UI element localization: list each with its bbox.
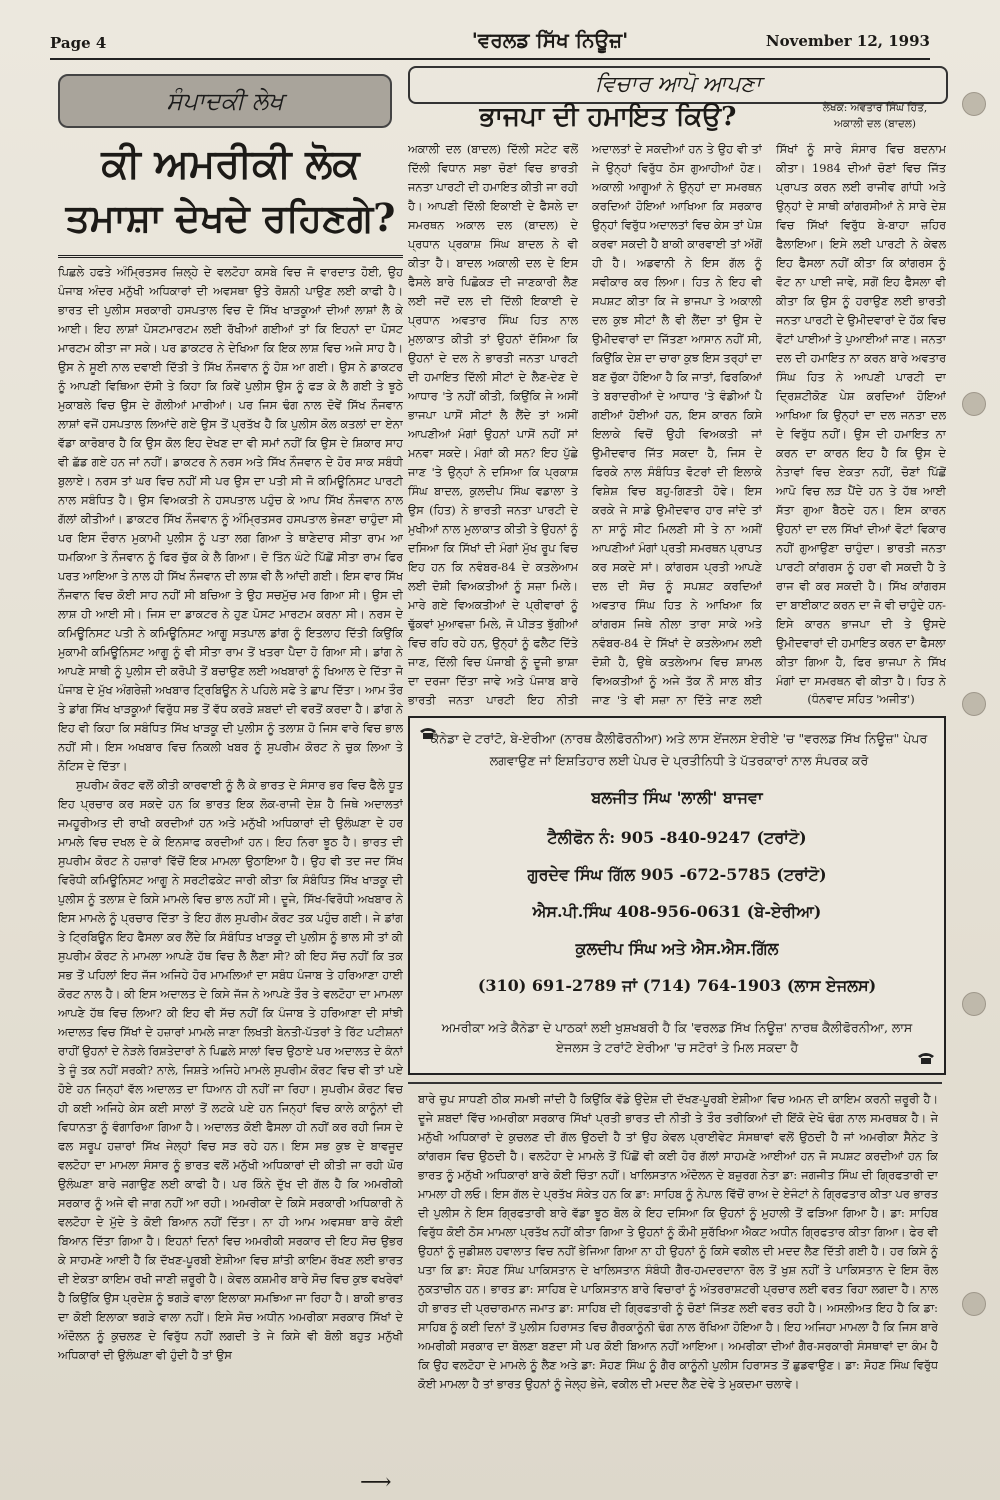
ad-phone-line-1: ਟੈਲੀਫੋਨ ਨੰ: 905 -840-9247 (ਟਰਾਂਟੋ) (547, 828, 807, 847)
opinion-column-2: ਅਦਾਲਤਾਂ ਦੇ ਸਕਦੀਆਂ ਹਨ ਤੇ ਉਹ ਵੀ ਤਾਂ ਜੇ ਉਨ੍ਹਾਂ ਵਿਰੁੱਧ ਠੋਸ ਗੁਆਹੀਆਂ ਹੋਣ। ਅਕਾਲੀ ਆਗੂਆਂ ਨੇ ਉਨ੍ਹਾਂ ਦਾ ਸਮਰਥਨ ਕਰਦਿਆਂ ਹੋਇਆਂ ਆਖਿਆ ਕਿ ਸਰਕਾਰ ਉਨ੍ਹਾਂ ਵਿਰੁੱਧ ਅਦਾਲਤਾਂ ਵਿਚ ਕੇਸ ਤਾਂ ਪੇਸ਼ ਕਰਵਾ ਸਕਦੀ ਹੈ ਬਾਕੀ ਕਾਰਵਾਈ ਤਾਂ ਅੱਗੋਂ ਹੀ ਹੈ। ਅਡਵਾਨੀ ਨੇ ਇਸ ਗੱਲ ਨੂੰ ਸਵੀਕਾਰ ਕਰ ਲਿਆ। ਹਿਤ ਨੇ ਇਹ ਵੀ ਸਪਸ਼ਟ ਕੀਤਾ ਕਿ ਜੇ ਭਾਜਪਾ ਤੇ ਅਕਾਲੀ ਦਲ ਕੁਝ ਸੀਟਾਂ ਲੈ ਵੀ ਲੈਂਦਾ ਤਾਂ ਉਸ ਦੇ ਉਮੀਦਵਾਰਾਂ ਦਾ ਜਿੱਤਣਾ ਆਸਾਨ ਨਹੀਂ ਸੀ, ਕਿਉਂਕਿ ਦੇਸ਼ ਦਾ ਚਾਰਾ ਕੁਝ ਇਸ ਤਰ੍ਹਾਂ ਦਾ ਬਣ ਚੁੱਕਾ ਹੋਇਆ ਹੈ ਕਿ ਜਾਤਾਂ, ਫਿਰਕਿਆਂ ਤੇ ਬਰਾਦਰੀਆਂ ਦੇ ਆਧਾਰ 'ਤੇ ਵੰਡੀਆਂ ਪੈ ਗਈਆਂ ਹੋਈਆਂ ਹਨ, ਇਸ ਕਾਰਨ ਕਿਸੇ ਇਲਾਕੇ ਵਿਚੋਂ ਉਹੀ ਵਿਅਕਤੀ ਜਾਂ ਉਮੀਦਵਾਰ ਜਿੱਤ ਸਕਦਾ ਹੈ, ਜਿਸ ਦੇ ਫਿਰਕੇ ਨਾਲ ਸੰਬੰਧਿਤ ਵੋਟਰਾਂ ਦੀ ਇਲਾਕੇ ਵਿਸ਼ੇਸ਼ ਵਿਚ ਬਹੁ-ਗਿਣਤੀ ਹੋਵੇ। ਇਸ ਕਰਕੇ ਜੇ ਸਾਡੇ ਉਮੀਦਵਾਰ ਹਾਰ ਜਾਂਦੇ ਤਾਂ ਨਾ ਸਾਨੂੰ ਸੀਟ ਮਿਲਣੀ ਸੀ ਤੇ ਨਾ ਅਸੀਂ ਆਪਣੀਆਂ ਮੰਗਾਂ ਪ੍ਰਤੀ ਸਮਰਥਨ ਪ੍ਰਾਪਤ ਕਰ ਸਕਦੇ ਸਾਂ। ਕਾਂਗਰਸ ਪ੍ਰਤੀ ਆਪਣੇ ਦਲ ਦੀ ਸੋਚ ਨੂੰ ਸਪਸ਼ਟ ਕਰਦਿਆਂ ਅਵਤਾਰ ਸਿੰਘ ਹਿਤ ਨੇ ਆਖਿਆ ਕਿ ਕਾਂਗਰਸ ਜਿਥੇ ਨੀਲਾ ਤਾਰਾ ਸਾਕੇ ਅਤੇ ਨਵੰਬਰ-84 ਦੇ ਸਿੱਖਾਂ ਦੇ ਕਤਲੇਆਮ ਲਈ ਦੋਸ਼ੀ ਹੈ, ਉਥੇ ਕਤਲੇਆਮ ਵਿਚ ਸ਼ਾਮਲ ਵਿਅਕਤੀਆਂ ਨੂੰ ਅਜੇ ਤੱਕ ਨੌਂ ਸਾਲ ਬੀਤ ਜਾਣ 'ਤੇ ਵੀ ਸਜ਼ਾ ਨਾ ਦਿੱਤੇ ਜਾਣ ਲਈ (592, 143, 762, 707)
byline-party: ਅਕਾਲੀ ਦਲ (ਬਾਦਲ) (834, 118, 916, 130)
editorial-continuation: ਬਾਰੇ ਚੁਪ ਸਾਧਣੀ ਠੀਕ ਸਮਝੀ ਜਾਂਦੀ ਹੈ ਕਿਉਂਕਿ ਵੱਡੇ ਉਦੇਸ਼ ਦੀ ਦੱਖਣ-ਪੂਰਬੀ ਏਸ਼ੀਆ ਵਿਚ ਅਮਨ ਦੀ ਕਾਇਮ ਕਰਨੀ ਜ਼ਰੂਰੀ ਹੈ। ਦੂਜੇ ਸ਼ਬਦਾਂ ਵਿੱਚ ਅਮਰੀਕਾ ਸਰਕਾਰ ਸਿੱਖਾਂ ਪ੍ਰਤੀ ਭਾਰਤ ਦੀ ਨੀਤੀ ਤੇ ਤੌਰ ਤਰੀਕਿਆਂ ਦੀ ਇੱਕੋ ਦੇਖੋ ਢੰਗ ਨਾਲ ਸਮਰਥਕ ਹੈ। ਜੇ ਮਨੁੱਖੀ ਅਧਿਕਾਰਾਂ ਦੇ ਕੁਚਲਣ ਦੀ ਗੱਲ ਉਠਦੀ ਹੈ ਤਾਂ ਉਹ ਕੇਵਲ ਪ੍ਰਾਈਵੇਟ ਸੰਸਥਾਵਾਂ ਵਲੋਂ ਉਠਦੀ ਹੈ ਜਾਂ ਅਮਰੀਕਾ ਸੈਨੇਟ ਤੇ ਕਾਂਗਰਸ ਵਿਚ ਉਠਦੀ ਹੈ। ਵਲਟੋਹਾ ਦੇ ਮਾਮਲੇ ਤੋਂ ਪਿੱਛੋਂ ਵੀ ਕਈ ਹੋਰ ਗੱਲਾਂ ਸਾਹਮਣੇ ਆਈਆਂ ਹਨ ਜੋ ਸਪਸ਼ਟ ਕਰਦੀਆਂ ਹਨ ਕਿ ਭਾਰਤ ਨੂੰ ਮਨੁੱਖੀ ਅਧਿਕਾਰਾਂ ਬਾਰੇ ਕੋਈ ਚਿੰਤਾ ਨਹੀਂ। ਖਾਲਿਸਤਾਨ ਅੰਦੋਲਨ ਦੇ ਬਜ਼ੁਰਗ ਨੇਤਾ ਡਾ: ਜਗਜੀਤ ਸਿੰਘ ਦੀ ਗ੍ਰਿਫਤਾਰੀ ਦਾ ਮਾਮਲਾ ਹੀ ਲਓ। ਇਸ ਗੱਲ ਦੇ ਪ੍ਰਤੱਖ ਸੰਕੇਤ ਹਨ ਕਿ ਡਾ: ਸਾਹਿਬ ਨੂੰ ਨੇਪਾਲ ਵਿੱਚੋਂ ਰਾਅ ਦੇ ਏਜੰਟਾਂ ਨੇ ਗ੍ਰਿਫਤਾਰ ਕੀਤਾ ਪਰ ਭਾਰਤ ਦੀ ਪੁਲੀਸ ਨੇ ਇਸ ਗ੍ਰਿਫਤਾਰੀ ਬਾਰੇ ਵੱਡਾ ਝੂਠ ਬੋਲ ਕੇ ਇਹ ਦਸਿਆ ਕਿ ਉਹਨਾਂ ਨੂੰ ਮੁਹਾਲੀ ਤੋਂ ਫੜਿਆ ਗਿਆ ਹੈ। ਡਾ: ਸਾਹਿਬ ਵਿਰੁੱਧ ਕੋਈ ਠੋਸ ਮਾਮਲਾ ਪ੍ਰਤੱਖ ਨਹੀਂ ਕੀਤਾ ਗਿਆ ਤੇ ਉਹਨਾਂ ਨੂੰ ਕੌਮੀ ਸੁਰੱਖਿਆ ਐਕਟ ਅਧੀਨ ਗ੍ਰਿਫਤਾਰ ਕੀਤਾ ਗਿਆ। ਫੇਰ ਵੀ ਉਹਨਾਂ ਨੂੰ ਜੁਡੀਸ਼ਲ ਹਵਾਲਾਤ ਵਿਚ ਨਹੀਂ ਭੇਜਿਆ ਗਿਆ ਨਾ ਹੀ ਉਹਨਾਂ ਨੂੰ ਕਿਸੇ ਵਕੀਲ ਦੀ ਮਦਦ ਲੈਣ ਦਿੱਤੀ ਗਈ ਹੈ। ਹਰ ਕਿਸੇ ਨੂੰ ਪਤਾ ਕਿ ਡਾ: ਸੋਹਣ ਸਿੰਘ ਪਾਕਿਸਤਾਨ ਦੇ ਖਾਲਿਸਤਾਨ ਸੰਬੰਧੀ ਗੈਰ-ਹਮਦਰਦਾਨਾ ਰੋਲ ਤੋਂ ਖੁਸ਼ ਨਹੀਂ ਤੇ ਪਾਕਿਸਤਾਨ ਦੇ ਇਸ ਰੋਲ ਨੁਕਤਾਚੀਨ ਹਨ। ਭਾਰਤ ਡਾ: ਸਾਹਿਬ ਦੇ ਪਾਕਿਸਤਾਨ ਬਾਰੇ ਵਿਚਾਰਾਂ ਨੂੰ ਅੰਤਰਰਾਸ਼ਟਰੀ ਪ੍ਰਚਾਰ ਲਈ ਵਰਤ ਰਿਹਾ ਲਗਦਾ ਹੈ। ਨਾਲ ਹੀ ਭਾਰਤ ਦੀ ਪ੍ਰਚਾਰਮਾਨ ਜਮਾਤ ਡਾ: ਸਾਹਿਬ ਦੀ ਗ੍ਰਿਫਤਾਰੀ ਨੂੰ ਚੋਣਾਂ ਜਿੱਤਣ ਲਈ ਵਰਤ ਰਹੀ ਹੈ। ਅਸਲੀਅਤ ਇਹ ਹੈ ਕਿ ਡਾ: ਸਾਹਿਬ ਨੂੰ ਕਈ ਦਿਨਾਂ ਤੋਂ ਪੁਲੀਸ ਹਿਰਾਸਤ ਵਿਚ ਗੈਰਕਾਨੂੰਨੀ ਢੰਗ ਨਾਲ ਰੱਖਿਆ ਹੋਇਆ ਹੈ। ਇਹ ਅਜਿਹਾ ਮਾਮਲਾ ਹੈ ਕਿ ਜਿਸ ਬਾਰੇ ਅਮਰੀਕੀ ਸਰਕਾਰ ਦਾ ਬੋਲਣਾ ਬਣਦਾ ਸੀ ਪਰ ਕੋਈ ਬਿਆਨ ਨਹੀਂ ਆਇਆ। ਅਮਰੀਕਾ ਦੀਆਂ ਗੈਰ-ਸਰਕਾਰੀ ਸੰਸਥਾਵਾਂ ਦਾ ਕੰਮ ਹੈ ਕਿ ਉਹ ਵਲਟੋਹਾ ਦੇ ਮਾਮਲੇ ਨੂੰ ਲੈਣ ਅਤੇ ਡਾ: ਸੋਹਣ ਸਿੰਘ ਨੂੰ ਗੈਰ ਕਾਨੂੰਨੀ ਪੁਲੀਸ ਹਿਰਾਸਤ ਤੋਂ ਛੁਡਵਾਉਣ। ਡਾ: ਸੋਹਣ ਸਿੰਘ ਵਿਰੁੱਧ ਕੋਈ ਮਾਮਲਾ ਹੈ ਤਾਂ ਭਾਰਤ ਉਹਨਾਂ ਨੂੰ ਜੇਲ੍ਹ ਭੇਜੇ, ਵਕੀਲ ਦੀ ਮਦਦ ਲੈਣ ਦੇਵੇ ਤੇ ਮੁਕਦਮਾ ਚਲਾਵੇ। (418, 1093, 938, 1391)
continued-arrow-icon: ⟶ (360, 1470, 392, 1495)
editorial-body (58, 263, 403, 1463)
opinion-column-3: ਸਿੱਖਾਂ ਨੂੰ ਸਾਰੇ ਸੰਸਾਰ ਵਿਚ ਬਦਨਾਮ ਕੀਤਾ। 1984 ਦੀਆਂ ਚੋਣਾਂ ਵਿਚ ਜਿੱਤ ਪ੍ਰਾਪਤ ਕਰਨ ਲਈ ਰਾਜੀਵ ਗਾਂਧੀ ਅਤੇ ਉਨ੍ਹਾਂ ਦੇ ਸਾਥੀ ਕਾਂਗਰਸੀਆਂ ਨੇ ਸਾਰੇ ਦੇਸ਼ ਵਿਚ ਸਿੱਖਾਂ ਵਿਰੁੱਧ ਬੇ-ਬਾਹਾ ਜ਼ਹਿਰ ਫੈਲਾਇਆ। ਇਸੇ ਲਈ ਪਾਰਟੀ ਨੇ ਕੇਵਲ ਇਹ ਫੈਸਲਾ ਨਹੀਂ ਕੀਤਾ ਕਿ ਕਾਂਗਰਸ ਨੂੰ ਵੋਟ ਨਾ ਪਾਈ ਜਾਵੇ, ਸਗੋਂ ਇਹ ਫੈਸਲਾ ਵੀ ਕੀਤਾ ਕਿ ਉਸ ਨੂੰ ਹਰਾਉਣ ਲਈ ਭਾਰਤੀ ਜਨਤਾ ਪਾਰਟੀ ਦੇ ਉਮੀਦਵਾਰਾਂ ਦੇ ਹੱਕ ਵਿਚ ਵੋਟਾਂ ਪਾਈਆਂ ਤੇ ਪੁਆਈਆਂ ਜਾਣ। ਜਨਤਾ ਦਲ ਦੀ ਹਮਾਇਤ ਨਾ ਕਰਨ ਬਾਰੇ ਅਵਤਾਰ ਸਿੰਘ ਹਿਤ ਨੇ ਆਪਣੀ ਪਾਰਟੀ ਦਾ ਦ੍ਰਿਸ਼ਟੀਕੋਣ ਪੇਸ਼ ਕਰਦਿਆਂ ਹੋਇਆਂ ਆਖਿਆ ਕਿ ਉਨ੍ਹਾਂ ਦਾ ਦਲ ਜਨਤਾ ਦਲ ਦੇ ਵਿਰੁੱਧ ਨਹੀਂ। ਉਸ ਦੀ ਹਮਾਇਤ ਨਾ ਕਰਨ ਦਾ ਕਾਰਨ ਇਹ ਹੈ ਕਿ ਉਸ ਦੇ ਨੇਤਾਵਾਂ ਵਿਚ ਏਕਤਾ ਨਹੀਂ, ਚੋਣਾਂ ਪਿੱਛੋਂ ਆਪੋ ਵਿਚ ਲੜ ਪੈਂਦੇ ਹਨ ਤੇ ਹੱਥ ਆਈ ਸੱਤਾ ਗੁਆ ਬੈਠਦੇ ਹਨ। ਇਸ ਕਾਰਨ ਉਹਨਾਂ ਦਾ ਦਲ ਸਿੱਖਾਂ ਦੀਆਂ ਵੋਟਾਂ ਵਿਕਾਰ ਨਹੀਂ ਗੁਆਉਣਾ ਚਾਹੁੰਦਾ। ਭਾਰਤੀ ਜਨਤਾ ਪਾਰਟੀ ਕਾਂਗਰਸ ਨੂੰ ਹਰਾ ਵੀ ਸਕਦੀ ਹੈ ਤੇ ਰਾਜ ਵੀ ਕਰ ਸਕਦੀ ਹੈ। ਸਿੱਖ ਕਾਂਗਰਸ ਦਾ ਬਾਈਕਾਟ ਕਰਨ ਦਾ ਜੋ ਵੀ ਚਾਹੁੰਦੇ ਹਨ-ਇਸੇ ਕਾਰਨ ਭਾਜਪਾ ਦੀ ਤੇ ਉਸਦੇ ਉਮੀਦਵਾਰਾਂ ਦੀ ਹਮਾਇਤ ਕਰਨ ਦਾ ਫੈਸਲਾ ਕੀਤਾ ਗਿਆ ਹੈ, ਫਿਰ ਭਾਜਪਾ ਨੇ ਸਿੱਖ ਮੰਗਾਂ ਦਾ ਸਮਰਥਨ ਵੀ ਕੀਤਾ ਹੈ। ਹਿਤ ਨੇ (776, 143, 946, 688)
editorial-label-box (58, 74, 392, 128)
newspaper-title: 'ਵਰਲਡ ਸਿੱਖ ਨਿਊਜ਼' (471, 28, 629, 52)
editorial-section-label: ਸੰਪਾਦਕੀ ਲੇਖ (166, 87, 284, 115)
continuation-rule (408, 1082, 942, 1084)
page-number: Page 4 (50, 34, 107, 52)
binder-hole (962, 92, 986, 116)
binder-hole (962, 1292, 986, 1316)
header-rule (50, 58, 930, 60)
opinion-headline: ਭਾਜਪਾ ਦੀ ਹਮਾਇਤ ਕਿਉ? (479, 102, 737, 132)
ad-contact-line-4: ਕੁਲਦੀਪ ਸਿੰਘ ਅਤੇ ਐਸ.ਐਸ.ਗਿੱਲ (575, 939, 779, 958)
ad-phone-line-5: (310) 691-2789 ਜਾਂ (714) 764-1903 (ਲਾਸ ਏਜਲਸ) (477, 976, 877, 995)
ad-contact-name: ਬਲਜੀਤ ਸਿੰਘ 'ਲਾਲੀ' ਬਾਜਵਾ (591, 788, 763, 807)
issue-date: November 12, 1993 (765, 32, 930, 50)
contact-advertisement (408, 716, 946, 1075)
opinion-section-label: ਵਿਚਾਰ ਆਪੋ ਆਪਣਾ (594, 72, 762, 97)
ad-phone-line-3: ਐਸ.ਪੀ.ਸਿੰਘ 408-956-0631 (ਬੇ-ਏਰੀਆ) (532, 902, 822, 921)
binder-hole (962, 392, 986, 416)
opinion-column-1: ਅਕਾਲੀ ਦਲ (ਬਾਦਲ) ਦਿੱਲੀ ਸਟੇਟ ਵਲੋਂ ਦਿੱਲੀ ਵਿਧਾਨ ਸਭਾ ਚੋਣਾਂ ਵਿਚ ਭਾਰਤੀ ਜਨਤਾ ਪਾਰਟੀ ਦੀ ਹਮਾਇਤ ਕੀਤੀ ਜਾ ਰਹੀ ਹੈ। ਆਪਣੀ ਦਿੱਲੀ ਇਕਾਈ ਦੇ ਫੈਸਲੇ ਦਾ ਸਮਰਥਨ ਅਕਾਲ ਦਲ (ਬਾਦਲ) ਦੇ ਪ੍ਰਧਾਨ ਪ੍ਰਕਾਸ਼ ਸਿੰਘ ਬਾਦਲ ਨੇ ਵੀ ਕੀਤਾ ਹੈ। ਬਾਦਲ ਅਕਾਲੀ ਦਲ ਦੇ ਇਸ ਫੈਸਲੇ ਬਾਰੇ ਪਿਛੋਕੜ ਦੀ ਜਾਣਕਾਰੀ ਲੈਣ ਲਈ ਜਦੋਂ ਦਲ ਦੀ ਦਿੱਲੀ ਇਕਾਈ ਦੇ ਪ੍ਰਧਾਨ ਅਵਤਾਰ ਸਿੰਘ ਹਿਤ ਨਾਲ ਮੁਲਾਕਾਤ ਕੀਤੀ ਤਾਂ ਉਹਨਾਂ ਦੱਸਿਆ ਕਿ ਉਹਨਾਂ ਦੇ ਦਲ ਨੇ ਭਾਰਤੀ ਜਨਤਾ ਪਾਰਟੀ ਦੀ ਹਮਾਇਤ ਦਿੱਲੀ ਸੀਟਾਂ ਦੇ ਲੈਣ-ਦੇਣ ਦੇ ਆਧਾਰ 'ਤੇ ਨਹੀਂ ਕੀਤੀ, ਕਿਉਂਕਿ ਜੇ ਅਸੀਂ ਭਾਜਪਾ ਪਾਸੋਂ ਸੀਟਾਂ ਲੈ ਲੈਂਦੇ ਤਾਂ ਅਸੀਂ ਆਪਣੀਆਂ ਮੰਗਾਂ ਉਹਨਾਂ ਪਾਸੋਂ ਨਹੀਂ ਸਾਂ ਮਨਵਾ ਸਕਦੇ। ਮੰਗਾਂ ਕੀ ਸਨ? ਇਹ ਪੁੱਛੇ ਜਾਣ 'ਤੇ ਉਨ੍ਹਾਂ ਨੇ ਦਸਿਆ ਕਿ ਪ੍ਰਕਾਸ਼ ਸਿੰਘ ਬਾਦਲ, ਕੁਲਦੀਪ ਸਿੰਘ ਵਡਾਲਾ ਤੇ ਉਸ (ਹਿਤ) ਨੇ ਭਾਰਤੀ ਜਨਤਾ ਪਾਰਟੀ ਦੇ ਮੁਖੀਆਂ ਨਾਲ ਮੁਲਾਕਾਤ ਕੀਤੀ ਤੇ ਉਹਨਾਂ ਨੂੰ ਦਸਿਆ ਕਿ ਸਿੱਖਾਂ ਦੀ ਮੰਗਾਂ ਮੁੱਖ ਰੂਪ ਵਿਚ ਇਹ ਹਨ ਕਿ ਨਵੰਬਰ-84 ਦੇ ਕਤਲੇਆਮ ਲਈ ਦੋਸ਼ੀ ਵਿਅਕਤੀਆਂ ਨੂੰ ਸਜ਼ਾ ਮਿਲੇ। ਮਾਰੇ ਗਏ ਵਿਅਕਤੀਆਂ ਦੇ ਪ੍ਰੀਵਾਰਾਂ ਨੂੰ ਢੁੱਕਵਾਂ ਮੁਆਵਜ਼ਾ ਮਿਲੇ, ਜੋ ਪੀੜਤ ਝੁੱਗੀਆਂ ਵਿਚ ਰਹਿ ਰਹੇ ਹਨ, ਉਨ੍ਹਾਂ ਨੂੰ ਫਲੈਟ ਦਿੱਤੇ ਜਾਣ, ਦਿੱਲੀ ਵਿਚ ਪੰਜਾਬੀ ਨੂੰ ਦੂਜੀ ਭਾਸ਼ਾ ਦਾ ਦਰਜਾ ਦਿੱਤਾ ਜਾਵੇ ਅਤੇ ਪੰਜਾਬ ਬਾਰੇ ਭਾਰਤੀ ਜਨਤਾ ਪਾਰਟੀ ਇਹ ਨੀਤੀ (408, 143, 578, 707)
editorial-headline-line2: ਤਮਾਸ਼ਾ ਦੇਖਦੇ ਰਹਿਣਗੇ? (65, 195, 396, 240)
editorial-paragraph: ਪਿਛਲੇ ਹਫਤੇ ਅੰਮ੍ਰਿਤਸਰ ਜ਼ਿਲ੍ਹੇ ਦੇ ਵਲਟੋਹਾ ਕਸਬੇ ਵਿਚ ਜੋ ਵਾਰਦਾਤ ਹੋਈ, ਉਹ ਪੰਜਾਬ ਅੰਦਰ ਮਨੁੱਖੀ ਅਧਿਕਾਰਾਂ ਦੀ ਅਵਸਥਾ ਉਤੇ ਰੋਸ਼ਨੀ ਪਾਉਣ ਲਈ ਕਾਫੀ ਹੈ। ਭਾਰਤ ਦੀ ਪੁਲੀਸ ਸਰਕਾਰੀ ਹਸਪਤਾਲ ਵਿਚ ਦੋ ਸਿੱਖ ਖਾੜਕੂਆਂ ਦੀਆਂ ਲਾਸ਼ਾਂ ਲੈ ਕੇ ਆਈ। ਇਹ ਲਾਸ਼ਾਂ ਪੋਸਟਮਾਰਟਮ ਲਈ ਰੱਖੀਆਂ ਗਈਆਂ ਤਾਂ ਕਿ ਇਹਨਾਂ ਦਾ ਪੋਸਟ ਮਾਰਟਮ ਕੀਤਾ ਜਾ ਸਕੇ। ਪਰ ਡਾਕਟਰ ਨੇ ਦੇਖਿਆ ਕਿ ਇਕ ਲਾਸ਼ ਵਿਚ ਅਜੇ ਸਾਹ ਹੈ। ਉਸ ਨੇ ਸੂਈ ਨਾਲ ਦਵਾਈ ਦਿੱਤੀ ਤੇ ਸਿੱਖ ਨੌਜਵਾਨ ਨੂੰ ਹੋਸ਼ ਆ ਗਈ। ਉਸ ਨੇ ਡਾਕਟਰ ਨੂੰ ਆਪਣੀ ਵਿਥਿਆ ਦੱਸੀ ਤੇ ਕਿਹਾ ਕਿ ਕਿਵੇਂ ਪੁਲੀਸ ਉਸ ਨੂੰ ਫੜ ਕੇ ਲੈ ਗਈ ਤੇ ਝੂਠੇ ਮੁਕਾਬਲੇ ਵਿਚ ਉਸ ਦੇ ਗੋਲੀਆਂ ਮਾਰੀਆਂ। ਪਰ ਜਿਸ ਢੰਗ ਨਾਲ ਦੋਵੇਂ ਸਿੱਖ ਨੌਜਵਾਨ ਲਾਸ਼ਾਂ ਵਜੋਂ ਹਸਪਤਾਲ ਲਿਆਂਦੇ ਗਏ ਉਸ ਤੋਂ ਪ੍ਰਤੱਖ ਹੈ ਕਿ ਪੁਲੀਸ ਕੋਲ ਕਤਲਾਂ ਦਾ ਏਨਾ ਵੱਡਾ ਕਾਰੋਬਾਰ ਹੈ ਕਿ ਉਸ ਕੋਲ ਇਹ ਦੇਖਣ ਦਾ ਵੀ ਸਮਾਂ ਨਹੀਂ ਕਿ ਉਸ ਦੇ ਸ਼ਿਕਾਰ ਸਾਹ ਵੀ ਛੱਡ ਗਏ ਹਨ ਜਾਂ ਨਹੀਂ। ਡਾਕਟਰ ਨੇ ਨਰਸ ਅਤੇ ਸਿੱਖ ਨੌਜਵਾਨ ਦੇ ਹੋਰ ਸਾਕ ਸਬੰਧੀ ਬੁਲਾਏ। ਨਰਸ ਤਾਂ ਘਰ ਵਿਚ ਨਹੀਂ ਸੀ ਪਰ ਉਸ ਦਾ ਪਤੀ ਸੀ ਜੋ ਕਮਿਊਨਿਸਟ ਪਾਰਟੀ ਨਾਲ ਸਬੰਧਿਤ ਹੈ। ਉਸ ਵਿਅਕਤੀ ਨੇ ਹਸਪਤਾਲ ਪਹੁੰਚ ਕੇ ਆਪ ਸਿੱਖ ਨੌਜਵਾਨ ਨਾਲ ਗੱਲਾਂ ਕੀਤੀਆਂ। ਡਾਕਟਰ ਸਿੱਖ ਨੌਜਵਾਨ ਨੂੰ ਅੰਮ੍ਰਿਤਸਰ ਹਸਪਤਾਲ ਭੇਜਣਾ ਚਾਹੁੰਦਾ ਸੀ ਪਰ ਇਸ ਦੌਰਾਨ ਮੁਕਾਮੀ ਪੁਲੀਸ ਨੂੰ ਪਤਾ ਲਗ ਗਿਆ ਤੇ ਥਾਣੇਦਾਰ ਸੀਤਾ ਰਾਮ ਆ ਧਮਕਿਆ ਤੇ ਨੌਜਵਾਨ ਨੂੰ ਫਿਰ ਚੁੱਕ ਕੇ ਲੈ ਗਿਆ। ਦੋ ਤਿੰਨ ਘੰਟੇ ਪਿੱਛੋਂ ਸੀਤਾ ਰਾਮ ਫਿਰ ਪਰਤ ਆਇਆ ਤੇ ਨਾਲ ਹੀ ਸਿੱਖ ਨੌਜਵਾਨ ਦੀ ਲਾਸ਼ ਵੀ ਲੈ ਆਂਦੀ ਗਈ। ਇਸ ਵਾਰ ਸਿੱਖ ਨੌਜਵਾਨ ਵਿਚ ਕੋਈ ਸਾਹ ਨਹੀਂ ਸੀ ਬਚਿਆ ਤੇ ਉਹ ਸਚਮੁੱਚ ਮਰ ਗਿਆ ਸੀ। ਉਸ ਦੀ ਲਾਸ਼ ਹੀ ਆਈ ਸੀ। ਜਿਸ ਦਾ ਡਾਕਟਰ ਨੇ ਹੁਣ ਪੋਸਟ ਮਾਰਟਮ ਕਰਨਾ ਸੀ। ਨਰਸ ਦੇ ਕਮਿਊਨਿਸਟ ਪਤੀ ਨੇ ਕਮਿਊਨਿਸਟ ਆਗੂ ਸਤਪਾਲ ਡਾਂਗ ਨੂੰ ਇਤਲਾਹ ਦਿੱਤੀ ਕਿਉਂਕਿ ਮੁਕਾਮੀ ਕਮਿਊਨਿਸਟ ਆਗੂ ਨੂੰ ਵੀ ਸੀਤਾ ਰਾਮ ਤੋਂ ਖਤਰਾ ਪੈਦਾ ਹੋ ਗਿਆ ਸੀ। ਡਾਂਗ ਨੇ ਆਪਣੇ ਸਾਥੀ ਨੂੰ ਪੁਲੀਸ ਦੀ ਕਰੋਪੀ ਤੋਂ ਬਚਾਉਣ ਲਈ ਅਖਬਾਰਾਂ ਨੂੰ ਖਿਆਲ ਦੇ ਦਿੱਤਾ ਜੋ ਪੰਜਾਬ ਦੇ ਮੁੱਖ ਅੰਗਰੇਜ਼ੀ ਅਖਬਾਰ ਟ੍ਰਿਬਿਊਨ ਨੇ ਪਹਿਲੇ ਸਫੇ ਤੇ ਛਾਪ ਦਿੱਤਾ। ਆਮ ਤੌਰ ਤੇ ਡਾਂਗ ਸਿੱਖ ਖਾੜਕੂਆਂ ਵਿਰੁੱਧ ਸਭ ਤੋਂ ਵੱਧ ਕਰੜੇ ਸ਼ਬਦਾਂ ਦੀ ਵਰਤੋਂ ਕਰਦਾ ਹੈ। ਡਾਂਗ ਨੇ ਇਹ ਵੀ ਕਿਹਾ ਕਿ ਸਬੰਧਿਤ ਸਿੱਖ ਖਾੜਕੂ ਦੀ ਪੁਲੀਸ ਨੂੰ ਤਲਾਸ਼ ਹੋ ਜਿਸ ਵਾਰੇ ਵਿਚ ਭਾਲ ਨਹੀਂ ਸੀ। ਇਸ ਅਖਬਾਰ ਵਿਚ ਨਿਕਲੀ ਖਬਰ ਨੂੰ ਸੁਪਰੀਮ ਕੋਰਟ ਨੇ ਚੁਕ ਲਿਆ ਤੇ ਨੋਟਿਸ ਦੇ ਦਿੱਤਾ। (58, 266, 403, 773)
byline-author: ਲੇਖਕ: ਅਵਤਾਰ ਸਿੰਘ ਹਿੱਤ, (822, 102, 928, 114)
ad-footer: ਅਮਰੀਕਾ ਅਤੇ ਕੈਨੇਡਾ ਦੇ ਪਾਠਕਾਂ ਲਈ ਖੁਸ਼ਖਬਰੀ ਹੈ ਕਿ 'ਵਰਲਡ ਸਿੱਖ ਨਿਊਜ਼' ਨਾਰਥ ਕੈਲੀਫੋਰਨੀਆ, ਲਾਸ ਏਜਲਸ ਤੇ ਟਰਾਂਟੋ ਏਰੀਆ 'ਚ ਸਟੋਰਾਂ ਤੇ ਮਿਲ ਸਕਦਾ ਹੈ (441, 1020, 913, 1055)
binder-hole (962, 692, 986, 716)
ad-phone-line-2: ਗੁਰਦੇਵ ਸਿੰਘ ਗਿੱਲ 905 -672-5785 (ਟਰਾਂਟੋ) (527, 865, 827, 884)
page-header (50, 24, 930, 54)
opinion-credit: (ਧੰਨਵਾਦ ਸਹਿਤ 'ਅਜੀਤ') (807, 693, 915, 706)
headline-divider (58, 255, 403, 258)
ad-intro: ਕੈਨੇਡਾ ਦੇ ਟਰਾਂਟੋ, ਬੇ-ਏਰੀਆ (ਨਾਰਥ ਕੈਲੀਫੋਰਨੀਆ) ਅਤੇ ਲਾਸ ਏਂਜਲਸ ਏਰੀਏ 'ਚ "ਵਰਲਡ ਸਿੱਖ ਨਿਊਜ਼" ਪੇਪਰ ਲਗਵਾਉਣ ਜਾਂ ਇਸ਼ਤਿਹਾਰ ਲਈ ਪੇਪਰ ਦੇ ਪ੍ਰਤੀਨਿਧੀ ਤੇ ਪੱਤਰਕਾਰਾਂ ਨਾਲ ਸੰਪਰਕ ਕਰੋ (430, 731, 928, 768)
opinion-byline (790, 100, 960, 132)
telephone-icon (916, 1051, 936, 1065)
opinion-label-box (408, 66, 948, 104)
editorial-paragraph: ਸੁਪਰੀਮ ਕੋਰਟ ਵਲੋਂ ਕੀਤੀ ਕਾਰਵਾਈ ਨੂੰ ਲੈ ਕੇ ਭਾਰਤ ਦੇ ਸੰਸਾਰ ਭਰ ਵਿਚ ਫੈਲੇ ਧੂਤ ਇਹ ਪ੍ਰਚਾਰ ਕਰ ਸਕਦੇ ਹਨ ਕਿ ਭਾਰਤ ਇਕ ਲੋਕ-ਰਾਜੀ ਦੇਸ਼ ਹੈ ਜਿਥੇ ਅਦਾਲਤਾਂ ਜਮਹੂਰੀਅਤ ਦੀ ਰਾਖੀ ਕਰਦੀਆਂ ਹਨ ਅਤੇ ਮਨੁੱਖੀ ਅਧਿਕਾਰਾਂ ਦੀ ਉਲੰਘਣਾ ਦੇ ਹਰ ਮਾਮਲੇ ਵਿਚ ਦਖਲ ਦੇ ਕੇ ਇਨਸਾਫ ਕਰਦੀਆਂ ਹਨ। ਇਹ ਨਿਰਾ ਝੂਠ ਹੈ। ਭਾਰਤ ਦੀ ਸੁਪਰੀਮ ਕੋਰਟ ਨੇ ਹਜ਼ਾਰਾਂ ਵਿੱਚੋਂ ਇਕ ਮਾਮਲਾ ਉਠਾਇਆ ਹੈ। ਉਹ ਵੀ ਤਦ ਜਦ ਸਿੱਖ ਵਿਰੋਧੀ ਕਮਿਊਨਿਸਟ ਆਗੂ ਨੇ ਸਰਟੀਫਕੇਟ ਜਾਰੀ ਕੀਤਾ ਕਿ ਸੰਬੰਧਿਤ ਸਿੱਖ ਖਾੜਕੂ ਦੀ ਪੁਲੀਸ ਨੂੰ ਤਲਾਸ਼ ਦੇ ਕਿਸੇ ਮਾਮਲੇ ਵਿਚ ਭਾਲ ਨਹੀਂ ਸੀ। ਦੂਜੇ, ਸਿੱਖ-ਵਿਰੋਧੀ ਅਖਬਾਰ ਨੇ ਇਸ ਮਾਮਲੇ ਨੂੰ ਪ੍ਰਚਾਰ ਦਿੱਤਾ ਤੇ ਇਹ ਗੱਲ ਸੁਪਰੀਮ ਕੋਰਟ ਤਕ ਪਹੁੰਚ ਗਈ। ਜੇ ਡਾਂਗ ਤੇ ਟ੍ਰਿਬਿਊਨ ਇਹ ਫੈਸਲਾ ਕਰ ਲੈਂਦੇ ਕਿ ਸੰਬੰਧਿਤ ਖਾੜਕੂ ਦੀ ਪੁਲੀਸ ਨੂੰ ਭਾਲ ਸੀ ਤਾਂ ਕੀ ਸੁਪਰੀਮ ਕੋਰਟ ਨੇ ਮਾਮਲਾ ਆਪਣੇ ਹੱਥ ਵਿਚ ਲੈ ਲੈਣਾ ਸੀ? ਕੀ ਇਹ ਸੱਚ ਨਹੀਂ ਕਿ ਤਕ ਸਭ ਤੋਂ ਪਹਿਲਾਂ ਇਹ ਜੱਜ ਅਜਿਹੇ ਹੋਰ ਮਾਮਲਿਆਂ ਦਾ ਸਬੰਧ ਪੰਜਾਬ ਤੇ ਹਰਿਆਣਾ ਹਾਈ ਕੋਰਟ ਨਾਲ ਹੈ। ਕੀ ਇਸ ਅਦਾਲਤ ਦੇ ਕਿਸੇ ਜੱਜ ਨੇ ਆਪਣੇ ਤੌਰ ਤੇ ਵਲਟੋਹਾ ਦਾ ਮਾਮਲਾ ਆਪਣੇ ਹੱਥ ਵਿਚ ਲਿਆ? ਕੀ ਇਹ ਵੀ ਸੱਚ ਨਹੀਂ ਕਿ ਪੰਜਾਬ ਤੇ ਹਰਿਆਣਾ ਦੀ ਸਾਂਝੀ ਅਦਾਲਤ ਵਿਚ ਸਿੱਖਾਂ ਦੇ ਹਜ਼ਾਰਾਂ ਮਾਮਲੇ ਜਾਣਾ ਲਿਖਤੀ ਬੇਨਤੀ-ਪੱਤਰਾਂ ਤੇ ਰਿੱਟ ਪਟੀਸ਼ਨਾਂ ਰਾਹੀਂ ਉਹਨਾਂ ਦੇ ਨੇੜਲੇ ਰਿਸ਼ਤੇਦਾਰਾਂ ਨੇ ਪਿਛਲੇ ਸਾਲਾਂ ਵਿਚ ਉਠਾਏ ਪਰ ਅਦਾਲਤ ਦੇ ਕੰਨਾਂ ਤੇ ਜੂੰ ਤਕ ਨਹੀਂ ਸਰਕੀ? ਨਾਲੇ, ਜਿਸ਼ਤੇ ਅਜਿਹੇ ਮਾਮਲੇ ਸੁਪਰੀਮ ਕੋਰਟ ਵਿਚ ਵੀ ਤਾਂ ਪਏ ਹੋਏ ਹਨ ਜਿਨ੍ਹਾਂ ਵੱਲ ਅਦਾਲਤ ਦਾ ਧਿਆਨ ਹੀ ਨਹੀਂ ਜਾ ਰਿਹਾ। ਸੁਪਰੀਮ ਕੋਰਟ ਵਿਚ ਹੀ ਕਈ ਅਜਿਹੇ ਕੇਸ ਕਈ ਸਾਲਾਂ ਤੋਂ ਲਟਕੇ ਪਏ ਹਨ ਜਿਨ੍ਹਾਂ ਵਿਚ ਕਾਲੇ ਕਾਨੂੰਨਾਂ ਦੀ ਵਿਧਾਨਤਾ ਨੂੰ ਵੰਗਾਰਿਆ ਗਿਆ ਹੈ। ਅਦਾਲਤ ਕੋਈ ਫੈਸਲਾ ਹੀ ਨਹੀਂ ਕਰ ਰਹੀ ਜਿਸ ਦੇ ਫਲ ਸਰੂਪ ਹਜ਼ਾਰਾਂ ਸਿੱਖ ਜੇਲ੍ਹਾਂ ਵਿਚ ਸੜ ਰਹੇ ਹਨ। ਇਸ ਸਭ ਕੁਝ ਦੇ ਬਾਵਜੂਦ ਵਲਟੋਹਾ ਦਾ ਮਾਮਲਾ ਸੰਸਾਰ ਨੂੰ ਭਾਰਤ ਵਲੋਂ ਮਨੁੱਖੀ ਅਧਿਕਾਰਾਂ ਦੀ ਕੀਤੀ ਜਾ ਰਹੀ ਘੋਰ ਉਲੰਘਣਾ ਬਾਰੇ ਜਗਾਉਣ ਲਈ ਕਾਫੀ ਹੈ। ਪਰ ਕਿੰਨੇ ਦੁੱਖ ਦੀ ਗੱਲ ਹੈ ਕਿ ਅਮਰੀਕੀ ਸਰਕਾਰ ਨੂੰ ਅਜੇ ਵੀ ਜਾਗ ਨਹੀਂ ਆ ਰਹੀ। ਅਮਰੀਕਾ ਦੇ ਕਿਸੇ ਸਰਕਾਰੀ ਅਧਿਕਾਰੀ ਨੇ ਵਲਟੋਹਾ ਦੇ ਮੁੱਦੇ ਤੇ ਕੋਈ ਬਿਆਨ ਨਹੀਂ ਦਿੱਤਾ। ਨਾ ਹੀ ਆਮ ਅਵਸਥਾ ਬਾਰੇ ਕੋਈ ਬਿਆਨ ਦਿੱਤਾ ਗਿਆ ਹੈ। ਇਹਨਾਂ ਦਿਨਾਂ ਵਿਚ ਅਮਰੀਕੀ ਸਰਕਾਰ ਦੀ ਇਹ ਸੋਚ ਉਭਰ ਕੇ ਸਾਹਮਣੇ ਆਈ ਹੈ ਕਿ ਦੱਖਣ-ਪੂਰਬੀ ਏਸ਼ੀਆ ਵਿਚ ਸ਼ਾਂਤੀ ਕਾਇਮ ਰੱਖਣ ਲਈ ਭਾਰਤ ਦੀ ਏਕਤਾ ਕਾਇਮ ਰਖੀ ਜਾਣੀ ਜ਼ਰੂਰੀ ਹੈ। ਕੇਵਲ ਕਸ਼ਮੀਰ ਬਾਰੇ ਸੋਚ ਵਿਚ ਕੁਝ ਵਖਰੇਵਾਂ ਹੈ ਕਿਉਂਕਿ ਉਸ ਪ੍ਰਦੇਸ਼ ਨੂੰ ਝਗੜੇ ਵਾਲਾ ਇਲਾਕਾ ਸਮਝਿਆ ਜਾ ਰਿਹਾ ਹੈ। ਬਾਕੀ ਭਾਰਤ ਦਾ ਕੋਈ ਇਲਾਕਾ ਝਗੜੇ ਵਾਲਾ ਨਹੀਂ। ਇਸੇ ਸੋਚ ਅਧੀਨ ਅਮਰੀਕਾ ਸਰਕਾਰ ਸਿੱਖਾਂ ਦੇ ਅੰਦੋਲਨ ਨੂੰ ਕੁਚਲਣ ਦੇ ਵਿਰੁੱਧ ਨਹੀਂ ਲਗਦੀ ਤੇ ਜੇ ਕਿਸੇ ਵੀ ਬੋਲੀ ਬਹੁਤ ਮਨੁੱਖੀ ਅਧਿਕਾਰਾਂ ਦੀ ਉਲੰਘਣਾ ਵੀ ਹੁੰਦੀ ਹੈ ਤਾਂ ਉਸ (58, 779, 403, 1362)
binder-hole (962, 992, 986, 1016)
editorial-headline-line1: ਕੀ ਅਮਰੀਕੀ ਲੋਕ (101, 140, 360, 187)
